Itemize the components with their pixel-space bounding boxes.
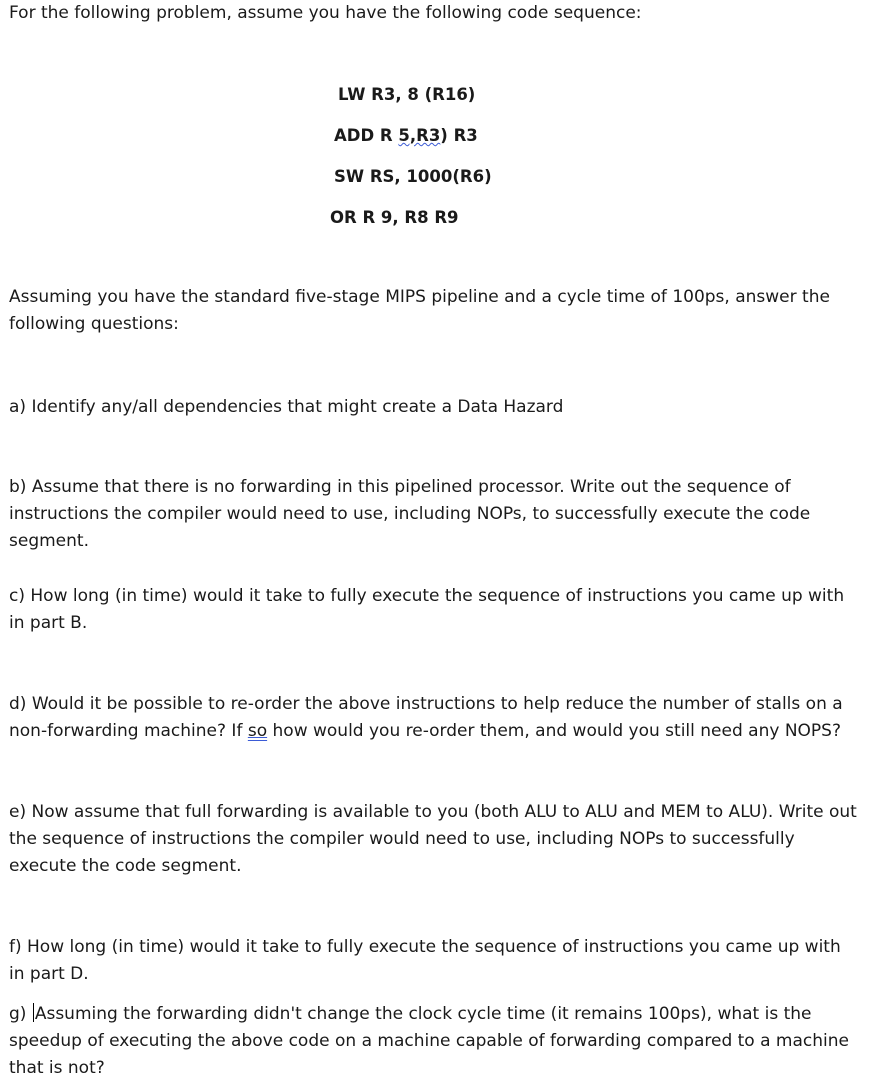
code-line-sw: SW RS, 1000(R6) <box>334 167 492 186</box>
question-a: a) Identify any/all dependencies that might create a Data Hazard <box>9 397 564 417</box>
question-g-pre: g) <box>9 1004 32 1024</box>
question-d-pre: d) Would it be possible to re-order the above instructions to help reduce the number of stalls on a non-forwarding machine? If <box>9 694 843 741</box>
code-line-add-post: ) R3 <box>440 126 478 145</box>
question-d-post: how would you re-order them, and would you still need any NOPS? <box>267 721 841 741</box>
grammar-check-underline: so <box>247 721 268 741</box>
question-d <box>9 691 861 745</box>
text-cursor <box>33 1003 34 1022</box>
intro-text: For the following problem, assume you have the following code sequence: <box>9 3 642 23</box>
code-line-add-pre: ADD R <box>334 126 399 145</box>
code-line-lw: LW R3, 8 (R16) <box>338 85 476 104</box>
question-g-post: Assuming the forwarding didn't change the clock cycle time (it remains 100ps), what is the speedup of executing the above code on a machine capable of forwarding compared to a machine that is not? <box>9 1004 849 1078</box>
code-line-or: OR R 9, R8 R9 <box>330 208 459 227</box>
question-f: f) How long (in time) would it take to fully execute the sequence of instructions you came up with in part D. <box>9 937 841 984</box>
code-line-add <box>334 126 478 146</box>
question-g[interactable] <box>9 1001 861 1082</box>
question-e: e) Now assume that full forwarding is available to you (both ALU to ALU and MEM to ALU). Write out the sequence of instructions the compiler would need to use, including NOPs to successfully execute the code segment. <box>9 802 857 876</box>
spell-check-underline: 5,R3 <box>398 126 441 145</box>
question-c: c) How long (in time) would it take to fully execute the sequence of instructions you came up with in part B. <box>9 586 845 633</box>
question-b: b) Assume that there is no forwarding in this pipelined processor. Write out the sequence of instructions the compiler would need to use, including NOPs, to successfully execute the code segment. <box>9 477 811 551</box>
pipeline-intro-text: Assuming you have the standard five-stage MIPS pipeline and a cycle time of 100ps, answer the following questions: <box>9 287 830 334</box>
